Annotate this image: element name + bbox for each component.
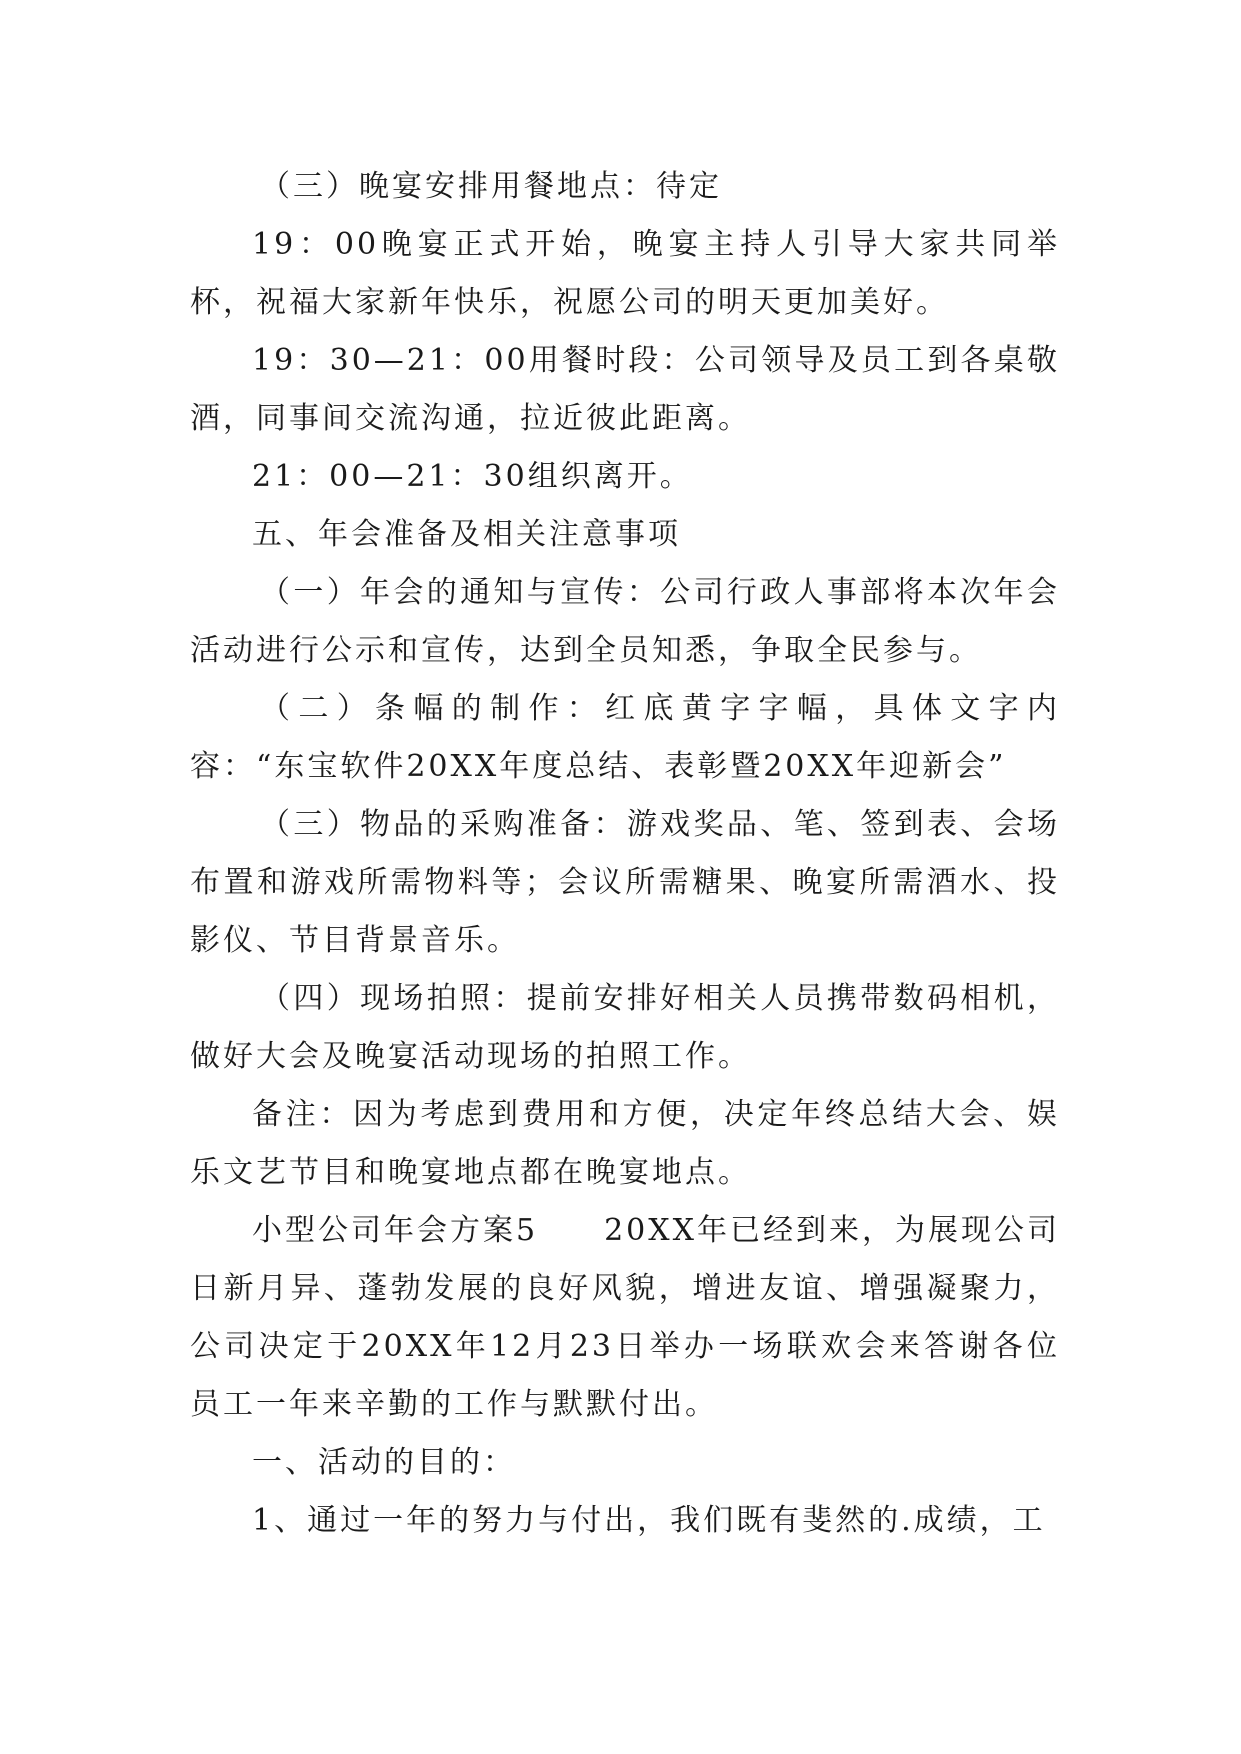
paragraph-purpose-1: 1、通过一年的努力与付出，我们既有斐然的.成绩，工 (252, 1503, 1046, 1538)
paragraph-procurement: （三）物品的采购准备：游戏奖品、笔、签到表、会场布置和游戏所需物料等；会议所需糖果、晚宴所需酒水、投影仪、节目背景音乐。 (190, 807, 1060, 958)
section-heading-purpose: 一、活动的目的： (252, 1445, 516, 1480)
paragraph-dinner-start: 19：00晚宴正式开始，晚宴主持人引导大家共同举杯，祝福大家新年快乐，祝愿公司的明天更加美好。 (190, 227, 1060, 320)
section-heading-preparation: 五、年会准备及相关注意事项 (252, 517, 681, 552)
paragraph-plan-5-intro: 小型公司年会方案5 20XX年已经到来，为展现公司日新月异、蓬勃发展的良好风貌，增进友谊、增强凝聚力，公司决定于20XX年12月23日举办一场联欢会来答谢各位员工一年来辛勤的工作与默默付出。 (190, 1213, 1060, 1422)
paragraph-remarks: 备注：因为考虑到费用和方便，决定年终总结大会、娱乐文艺节目和晚宴地点都在晚宴地点。 (190, 1097, 1060, 1190)
document-body (190, 158, 1060, 1550)
paragraph-notice-promotion: （一）年会的通知与宣传：公司行政人事部将本次年会活动进行公示和宣传，达到全员知悉，争取全民参与。 (190, 575, 1060, 668)
paragraph-dinner-venue: （三）晚宴安排用餐地点：待定 (260, 169, 722, 204)
paragraph-banner: （二）条幅的制作：红底黄字字幅，具体文字内容：“东宝软件20XX年度总结、表彰暨20XX年迎新会” (190, 691, 1060, 784)
paragraph-dining-period: 19：30—21：00用餐时段：公司领导及员工到各桌敬酒，同事间交流沟通，拉近彼此距离。 (190, 343, 1060, 436)
paragraph-departure: 21：00—21：30组织离开。 (252, 459, 693, 494)
paragraph-photography: （四）现场拍照：提前安排好相关人员携带数码相机，做好大会及晚宴活动现场的拍照工作。 (190, 981, 1060, 1074)
